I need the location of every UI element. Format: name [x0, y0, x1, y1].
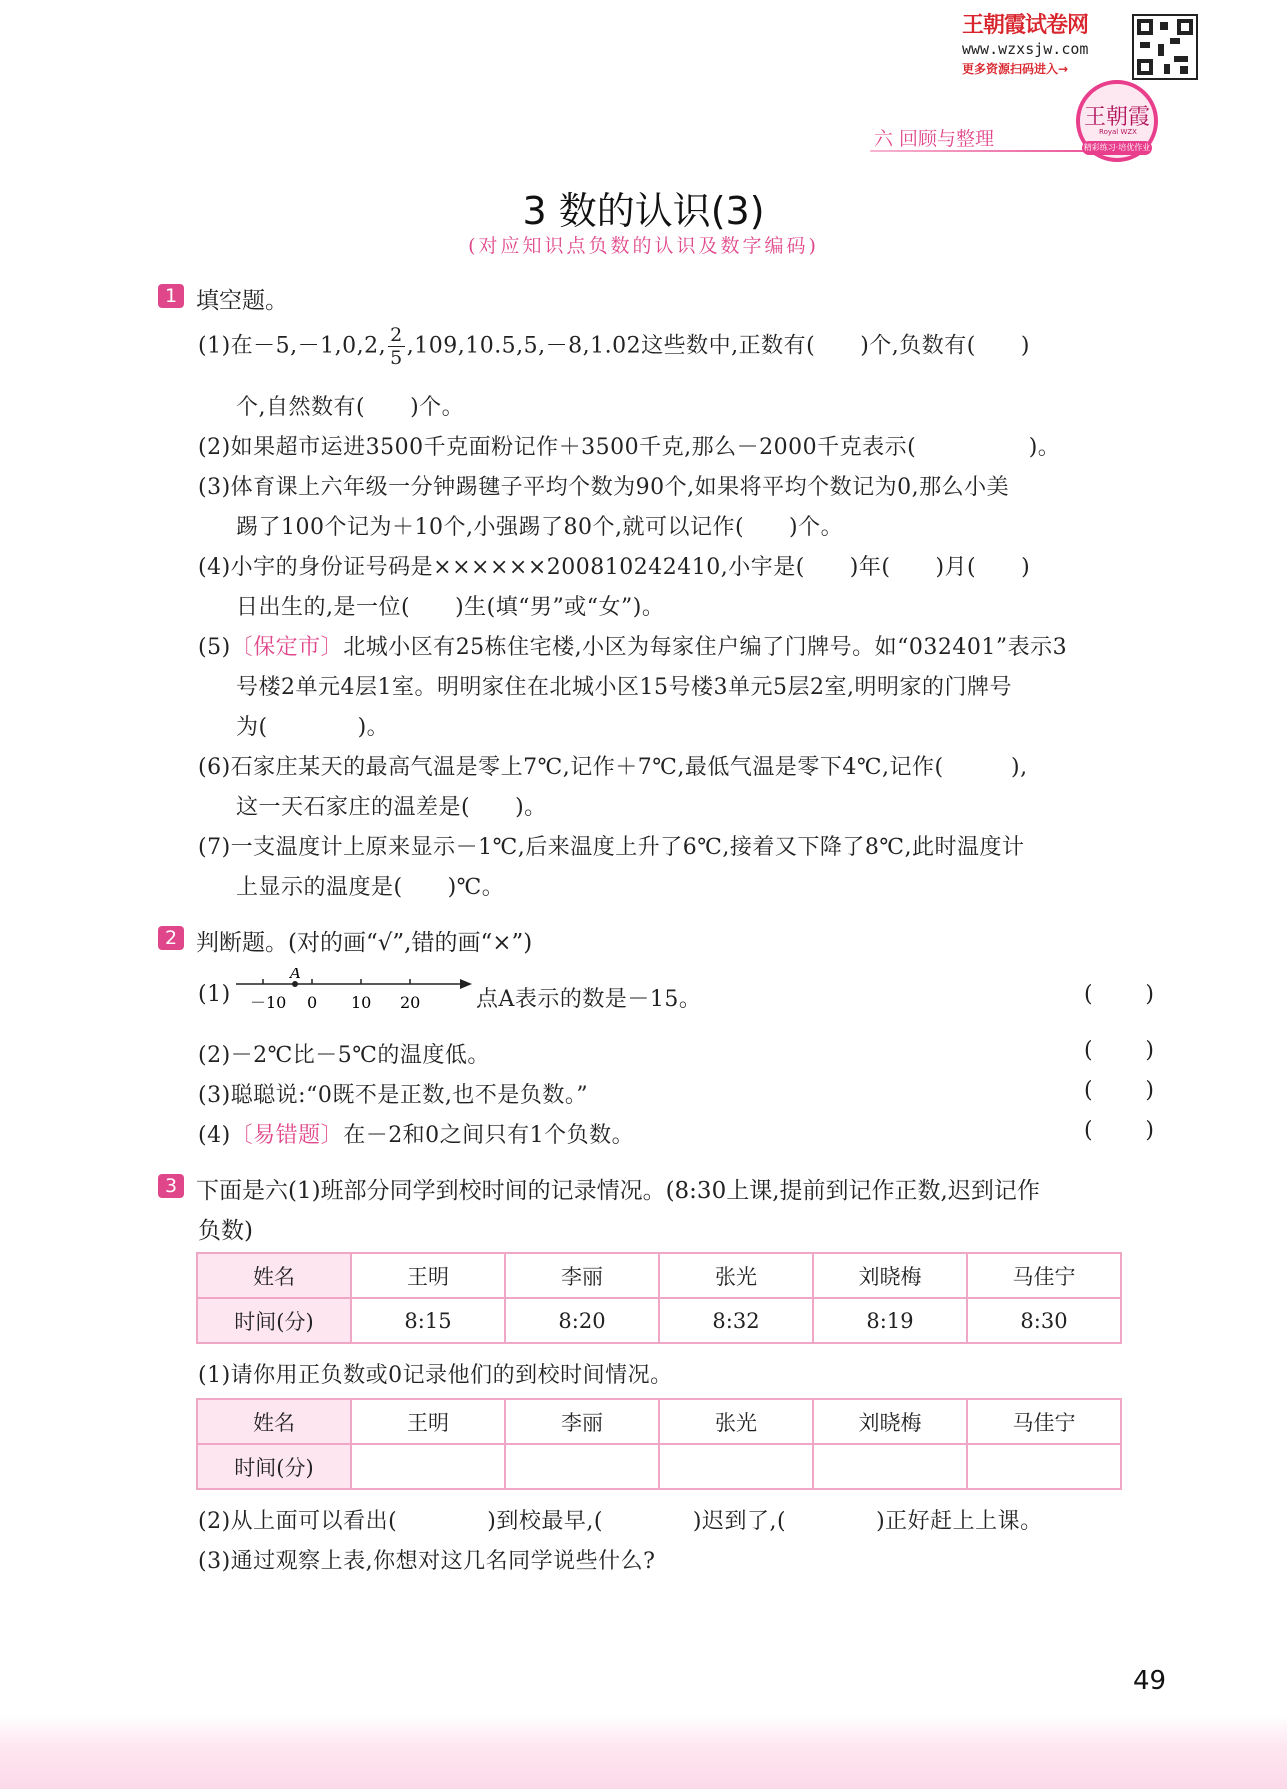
question-1-4: (4)小宇的身份证号码是××××××200810242410,小宇是( )年( )月( ): [198, 555, 1031, 580]
logo-text: 王朝霞: [1084, 105, 1151, 130]
table-cell: 8:20: [505, 1298, 659, 1343]
table-row: [197, 1399, 1121, 1444]
section-3-title: 下面是六(1)班部分同学到校时间的记录情况。(8:30上课,提前到记作正数,迟到记作: [196, 1178, 1040, 1204]
table-cell: 8:15: [351, 1298, 505, 1343]
number-line-tick-label: 10: [351, 993, 372, 1012]
section-2-title: 判断题。(对的画“√”,错的画“×”): [196, 930, 533, 956]
signed-time-table: [196, 1398, 1122, 1490]
question-1-1-pre: (1)在－5,－1,0,2,: [198, 333, 387, 359]
question-3-3: (3)通过观察上表,你想对这几名同学说些什么?: [198, 1549, 656, 1574]
table-cell: 8:19: [813, 1298, 967, 1343]
table-row: [197, 1444, 1121, 1489]
question-2-1-num: (1): [198, 982, 231, 1007]
question-1-6-cont: 这一天石家庄的温差是( )。: [236, 795, 547, 820]
question-2-4-num: (4): [198, 1123, 231, 1148]
question-1-6: (6)石家庄某天的最高气温是零上7℃,记作＋7℃,最低气温是零下4℃,记作( ),: [198, 755, 1028, 780]
question-1-1: [198, 324, 1030, 369]
question-3-2: (2)从上面可以看出( )到校最早,( )迟到了,( )正好赶上上课。: [198, 1509, 1043, 1534]
table-header-cell: 时间(分): [197, 1298, 351, 1343]
question-1-5-text: 北城小区有25栋住宅楼,小区为每家住户编了门牌号。如“032401”表示3: [343, 635, 1068, 660]
table-cell: 刘晓梅: [813, 1399, 967, 1444]
table-cell: 张光: [659, 1399, 813, 1444]
scan-hint: 更多资源扫码进入→: [962, 62, 1069, 76]
fraction-numerator: 2: [390, 324, 403, 346]
section-3-number: 3: [158, 1174, 184, 1198]
arrival-time-table: [196, 1252, 1122, 1344]
section-1-title: 填空题。: [196, 288, 288, 314]
answer-cell[interactable]: [659, 1444, 813, 1489]
table-cell: 王明: [351, 1253, 505, 1298]
logo-subtext: Royal WZX: [1099, 128, 1137, 136]
question-1-5-num: (5): [198, 635, 231, 660]
qr-code-icon: [1132, 14, 1198, 80]
question-1-5: [198, 630, 1067, 661]
table-cell: 8:30: [967, 1298, 1121, 1343]
page-subtitle: (对应知识点负数的认识及数字编码): [468, 235, 819, 257]
question-1-7-cont: 上显示的温度是( )℃。: [236, 875, 505, 900]
question-1-2: (2)如果超市运进3500千克面粉记作＋3500千克,那么－2000千克表示( )。: [198, 435, 1061, 460]
table-cell: 张光: [659, 1253, 813, 1298]
page-number: 49: [1133, 1666, 1167, 1696]
page-title: 3 数的认识(3): [522, 189, 765, 233]
brand-name: 王朝霞试卷网: [962, 13, 1089, 38]
section-2-number: 2: [158, 926, 184, 950]
question-2-3: (3)聪聪说:“0既不是正数,也不是负数。”: [198, 1083, 589, 1108]
question-1-7: (7)一支温度计上原来显示－1℃,后来温度上升了6℃,接着又下降了8℃,此时温度计: [198, 835, 1025, 860]
answer-cell[interactable]: [351, 1444, 505, 1489]
brand-url: www.wzxsjw.com: [962, 40, 1089, 58]
table-header-cell: 姓名: [197, 1399, 351, 1444]
table-cell: 李丽: [505, 1253, 659, 1298]
table-header-cell: 时间(分): [197, 1444, 351, 1489]
table-header-cell: 姓名: [197, 1253, 351, 1298]
table-cell: 刘晓梅: [813, 1253, 967, 1298]
question-1-1-cont: 个,自然数有( )个。: [236, 395, 465, 420]
number-line-tick-label: 20: [400, 993, 421, 1012]
table-cell: 王明: [351, 1399, 505, 1444]
fraction-denominator: 5: [390, 347, 403, 369]
table-row: [197, 1253, 1121, 1298]
number-line-tick-label: 0: [307, 993, 318, 1012]
region-tag: 〔保定市〕: [230, 635, 344, 660]
question-1-3-cont: 踢了100个记为＋10个,小强踢了80个,就可以记作( )个。: [236, 515, 844, 540]
table-cell: 李丽: [505, 1399, 659, 1444]
section-3-title-cont: 负数): [198, 1218, 253, 1244]
answer-cell[interactable]: [505, 1444, 659, 1489]
tricky-tag: 〔易错题〕: [230, 1123, 344, 1148]
section-1-number: 1: [158, 284, 184, 308]
chapter-tag: 精彩练习·培优作业: [1082, 141, 1152, 155]
question-1-1-post: ,109,10.5,5,－8,1.02这些数中,正数有( )个,负数有( ): [406, 333, 1030, 359]
question-2-4-text: 在－2和0之间只有1个负数。: [343, 1123, 635, 1148]
question-2-2: (2)－2℃比－5℃的温度低。: [198, 1043, 490, 1068]
question-1-5-cont: 号楼2单元4层1室。明明家住在北城小区15号楼3单元5层2室,明明家的门牌号: [236, 675, 1012, 700]
footer-band: [0, 1716, 1287, 1789]
question-3-1: (1)请你用正负数或0记录他们的到校时间情况。: [198, 1363, 673, 1388]
fraction: [388, 324, 405, 369]
answer-cell[interactable]: [967, 1444, 1121, 1489]
question-1-4-cont: 日出生的,是一位( )生(填“男”或“女”)。: [236, 595, 665, 620]
table-cell: 马佳宁: [967, 1253, 1121, 1298]
question-1-5-cont2: 为( )。: [236, 715, 390, 740]
table-row: [197, 1298, 1121, 1343]
table-cell: 马佳宁: [967, 1399, 1121, 1444]
table-cell: 8:32: [659, 1298, 813, 1343]
number-line-tick-label: －10: [250, 993, 287, 1012]
answer-cell[interactable]: [813, 1444, 967, 1489]
chapter-label: 六 回顾与整理: [874, 128, 995, 150]
question-2-1-text: 点A表示的数是－15。: [476, 987, 702, 1012]
number-line-point-label: A: [290, 968, 301, 982]
question-1-3: (3)体育课上六年级一分钟踢毽子平均个数为90个,如果将平均个数记为0,那么小美: [198, 475, 1010, 500]
number-line-arrow: [460, 979, 472, 989]
question-2-4: [198, 1118, 634, 1149]
number-line: [236, 968, 472, 1014]
